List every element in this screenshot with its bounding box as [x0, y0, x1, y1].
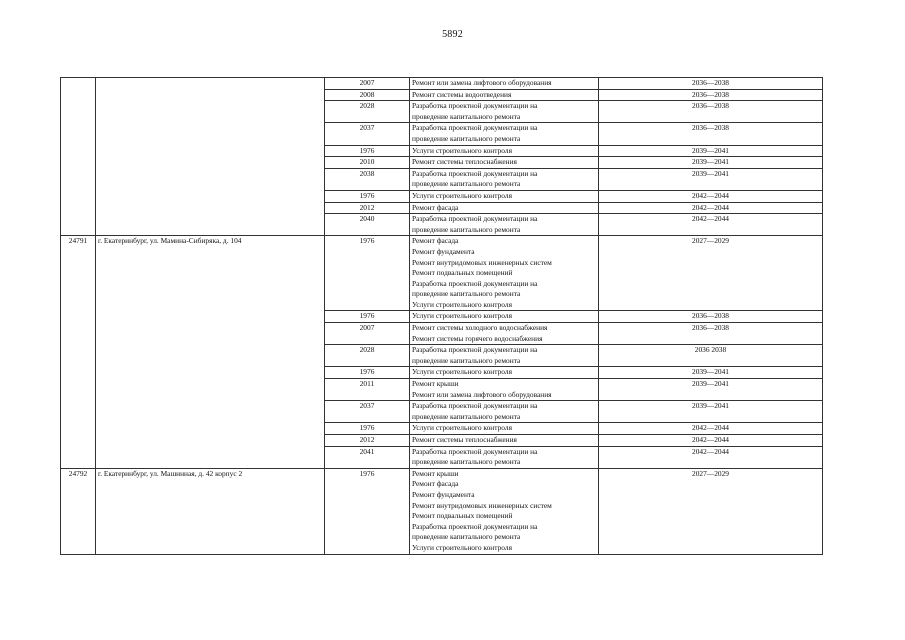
- work-type-line: Ремонт подвальных помещений: [412, 268, 513, 278]
- commissioning-year-cell: 1976: [325, 145, 410, 157]
- commissioning-year-cell: 1976: [325, 236, 410, 311]
- work-type-line: проведение капитального ремонта: [412, 224, 521, 234]
- planned-period-cell: 2039—2041: [599, 401, 823, 423]
- work-types-cell: [410, 89, 599, 101]
- commissioning-year-cell: 2012: [325, 435, 410, 447]
- table-row: [61, 468, 823, 554]
- commissioning-year-cell: 2010: [325, 157, 410, 169]
- planned-period-cell: 2036—2038: [599, 101, 823, 123]
- planned-period-cell: 2036—2038: [599, 123, 823, 145]
- work-types-cell: [410, 78, 599, 90]
- work-types-cell: [410, 123, 599, 145]
- work-types-cell: [410, 168, 599, 190]
- work-type-line: проведение капитального ремонта: [412, 111, 521, 121]
- work-type-line: Услуги строительного контроля: [412, 299, 512, 309]
- work-type-line: Ремонт фундамента: [412, 246, 475, 256]
- planned-period-cell: 2036—2038: [599, 89, 823, 101]
- work-types-cell: [410, 446, 599, 468]
- planned-period-cell: 2039—2041: [599, 145, 823, 157]
- page-number: 5892: [442, 29, 463, 40]
- work-type-line: Ремонт системы холодного водоснабжения: [412, 323, 548, 333]
- planned-period-cell: 2027—2029: [599, 468, 823, 554]
- work-type-line: проведение капитального ремонта: [412, 133, 521, 143]
- work-type-line: Ремонт или замена лифтового оборудования: [412, 78, 552, 87]
- work-type-line: Ремонт системы горячего водоснабжения: [412, 333, 543, 343]
- planned-period-cell: 2036—2038: [599, 311, 823, 323]
- work-types-cell: [410, 157, 599, 169]
- planned-period-cell: 2042—2044: [599, 423, 823, 435]
- commissioning-year-cell: 2040: [325, 214, 410, 236]
- work-type-line: Услуги строительного контроля: [412, 311, 512, 321]
- work-type-line: Ремонт фасада: [412, 202, 459, 212]
- planned-period-cell: 2039—2041: [599, 157, 823, 169]
- commissioning-year-cell: 2012: [325, 202, 410, 214]
- planned-period-cell: 2039—2041: [599, 168, 823, 190]
- table-row: [61, 236, 823, 311]
- commissioning-year-cell: 2041: [325, 446, 410, 468]
- commissioning-year-cell: 2028: [325, 345, 410, 367]
- work-type-line: проведение капитального ремонта: [412, 532, 521, 542]
- work-types-cell: [410, 401, 599, 423]
- commissioning-year-cell: 1976: [325, 423, 410, 435]
- commissioning-year-cell: 2007: [325, 78, 410, 90]
- work-types-cell: [410, 345, 599, 367]
- table-body: [61, 78, 823, 555]
- work-types-cell: [410, 379, 599, 401]
- work-type-line: Разработка проектной документации на: [412, 521, 538, 531]
- commissioning-year-cell: 2038: [325, 168, 410, 190]
- commissioning-year-cell: 1976: [325, 367, 410, 379]
- commissioning-year-cell: 2008: [325, 89, 410, 101]
- work-type-line: Разработка проектной документации на: [412, 123, 538, 133]
- work-type-line: Услуги строительного контроля: [412, 145, 512, 155]
- planned-period-cell: 2042—2044: [599, 214, 823, 236]
- work-type-line: Ремонт крыши: [412, 379, 459, 389]
- commissioning-year-cell: 2028: [325, 101, 410, 123]
- work-type-line: проведение капитального ремонта: [412, 411, 521, 421]
- work-type-line: Разработка проектной документации на: [412, 446, 538, 456]
- building-code-cell: 24792: [61, 468, 96, 554]
- work-type-line: проведение капитального ремонта: [412, 179, 521, 189]
- work-type-line: Разработка проектной документации на: [412, 168, 538, 178]
- work-type-line: Ремонт крыши: [412, 468, 459, 478]
- building-code-cell: [61, 78, 96, 236]
- table-row: [61, 78, 823, 90]
- work-type-line: проведение капитального ремонта: [412, 289, 521, 299]
- work-type-line: Ремонт системы теплоснабжения: [412, 435, 517, 444]
- building-code-cell: 24791: [61, 236, 96, 468]
- work-type-line: Разработка проектной документации на: [412, 278, 538, 288]
- work-types-cell: [410, 311, 599, 323]
- building-address-cell: [96, 78, 325, 236]
- work-type-line: Ремонт фасада: [412, 479, 459, 489]
- work-types-cell: [410, 190, 599, 202]
- work-type-line: Услуги строительного контроля: [412, 367, 512, 377]
- work-types-cell: [410, 468, 599, 554]
- planned-period-cell: 2042—2044: [599, 202, 823, 214]
- commissioning-year-cell: 2007: [325, 323, 410, 345]
- work-types-cell: [410, 101, 599, 123]
- work-type-line: Разработка проектной документации на: [412, 401, 538, 411]
- work-type-line: Ремонт внутридомовых инженерных систем: [412, 257, 552, 267]
- planned-period-cell: 2042—2044: [599, 435, 823, 447]
- planned-period-cell: 2039—2041: [599, 367, 823, 379]
- work-type-line: Услуги строительного контроля: [412, 423, 512, 433]
- work-type-line: Ремонт подвальных помещений: [412, 511, 513, 521]
- work-type-line: Разработка проектной документации на: [412, 214, 538, 224]
- work-type-line: Разработка проектной документации на: [412, 101, 538, 111]
- building-address-cell: г. Екатеринбург, ул. Машинная, д. 42 корпус 2: [96, 468, 325, 554]
- work-types-cell: [410, 435, 599, 447]
- work-type-line: Услуги строительного контроля: [412, 190, 512, 200]
- work-types-cell: [410, 323, 599, 345]
- work-types-cell: [410, 145, 599, 157]
- work-type-line: Ремонт внутридомовых инженерных систем: [412, 500, 552, 510]
- planned-period-cell: 2027—2029: [599, 236, 823, 311]
- building-address-cell: г. Екатеринбург, ул. Мамина-Сибиряка, д. 104: [96, 236, 325, 468]
- work-type-line: Ремонт системы теплоснабжения: [412, 157, 517, 167]
- work-type-line: проведение капитального ремонта: [412, 355, 521, 365]
- work-type-line: Ремонт системы водоотведения: [412, 89, 512, 99]
- commissioning-year-cell: 2011: [325, 379, 410, 401]
- work-type-line: Услуги строительного контроля: [412, 542, 512, 552]
- work-type-line: Разработка проектной документации на: [412, 345, 538, 355]
- commissioning-year-cell: 2037: [325, 123, 410, 145]
- commissioning-year-cell: 2037: [325, 401, 410, 423]
- planned-period-cell: 2042—2044: [599, 190, 823, 202]
- planned-period-cell: 2039—2041: [599, 379, 823, 401]
- commissioning-year-cell: 1976: [325, 190, 410, 202]
- work-type-line: Ремонт фасада: [412, 236, 459, 246]
- work-type-line: Ремонт фундамента: [412, 489, 475, 499]
- work-type-line: Ремонт или замена лифтового оборудования: [412, 389, 552, 399]
- planned-period-cell: 2036—2038: [599, 78, 823, 90]
- work-types-cell: [410, 367, 599, 379]
- planned-period-cell: 2036 2038: [599, 345, 823, 367]
- planned-period-cell: 2042—2044: [599, 446, 823, 468]
- work-types-cell: [410, 236, 599, 311]
- commissioning-year-cell: 1976: [325, 468, 410, 554]
- work-type-line: проведение капитального ремонта: [412, 457, 521, 467]
- work-types-cell: [410, 202, 599, 214]
- capital-repair-table: [60, 77, 823, 555]
- work-types-cell: [410, 423, 599, 435]
- commissioning-year-cell: 1976: [325, 311, 410, 323]
- planned-period-cell: 2036—2038: [599, 323, 823, 345]
- work-types-cell: [410, 214, 599, 236]
